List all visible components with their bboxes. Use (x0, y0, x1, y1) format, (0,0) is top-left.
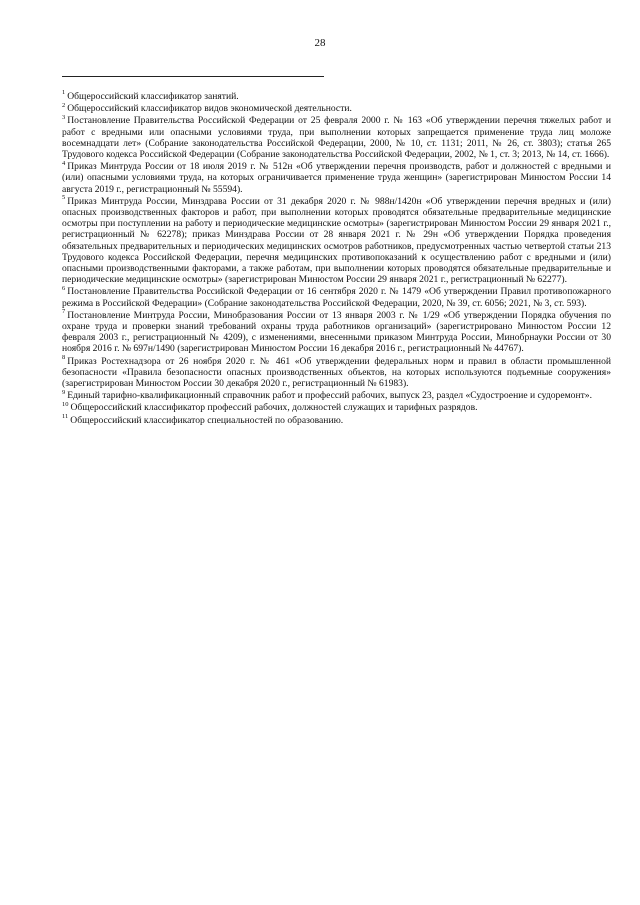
footnote-mark: 9 (62, 388, 66, 396)
footnote-6 (62, 286, 611, 308)
footnote-text: Приказ Минтруда России от 18 июля 2019 г. № 512н «Об утверждении перечня производств, работ и должностей с вредными и (или) опасными условиями труда, на которых ограничивается применение труда женщин» (зарегистрирован Минюстом России 14 августа 2019 г., регистрационный № 55594). (62, 161, 611, 195)
footnote-mark: 1 (62, 89, 66, 97)
footnote-text: Общероссийский классификатор занятий. (67, 91, 239, 102)
footnote-4 (62, 161, 611, 195)
footnote-10 (62, 402, 611, 413)
footnote-7 (62, 310, 611, 355)
footnote-text: Общероссийский классификатор профессий рабочих, должностей служащих и тарифных разрядов. (70, 402, 478, 414)
footnote-mark: 2 (62, 101, 66, 109)
footnote-8 (62, 353, 611, 390)
footnote-mark: 10 (62, 400, 69, 408)
footnote-11 (62, 415, 611, 426)
footnote-mark: 6 (62, 284, 66, 292)
footnote-text: Постановление Минтруда России, Минобразования России от 13 января 2003 г. № 1/29 «Об утверждении Порядка обучения по охране труда и проверки знаний требований охраны труда работников организаций» (зарегистрировано Минюстом России 12 февраля 2003 г., регистрационный № 4209), с изменениями, внесенными приказом Минтруда России, Минобрнауки России от 30 ноября 2016 г. № 697н/1490 (зарегистрирован Минюстом России 16 декабря 2016 г., регистрационный № 44767). (62, 309, 611, 355)
footnote-3 (62, 115, 611, 160)
footnote-text: Постановление Правительства Российской Федерации от 25 февраля 2000 г. № 163 «Об утверждении перечня тяжелых работ и работ с вредными или опасными условиями труда, при выполнении которых запрещается применение труда лиц моложе восемнадцати лет» (Собрание законодательства Российской Федерации, 2000, № 10, ст. 1131; 2011, № 26, ст. 3803); статья 265 Трудового кодекса Российской Федерации (Собрание законодательства Российской Федерации, 2002, № 1, ст. 3; 2013, № 14, ст. 1666). (62, 115, 611, 161)
footnote-5 (62, 196, 611, 286)
page-number: 28 (314, 37, 326, 49)
footnotes-list (62, 91, 611, 427)
footnote-text: Общероссийский классификатор видов экономической деятельности. (67, 103, 352, 115)
footnote-1 (62, 91, 611, 102)
footnote-mark: 5 (62, 194, 66, 202)
footnote-text: Общероссийский классификатор специальностей по образованию. (70, 414, 344, 426)
footnote-text: Приказ Ростехнадзора от 26 ноября 2020 г. № 461 «Об утверждении федеральных норм и правил в области промышленной безопасности «Правила безопасности опасных производственных объектов, на которых используются подъемные сооружения» (зарегистрирован Минюстом России 30 декабря 2020 г., регистрационный № 61983). (62, 355, 611, 390)
footnote-mark: 11 (62, 413, 69, 420)
footnote-mark: 3 (62, 113, 66, 121)
footnote-text: Постановление Правительства Российской Федерации от 16 сентября 2020 г. № 1479 «Об утверждении Правил противопожарного режима в Российской Федерации» (Собрание законодательства Российской Федерации, 2020, № 39, ст. 6056; 2021, № 3, ст. 593). (62, 286, 611, 309)
footnote-9 (62, 390, 611, 401)
footnote-mark: 7 (62, 308, 66, 316)
footnote-text: Приказ Минтруда России, Минздрава России от 31 декабря 2020 г. № 988н/1420н «Об утверждении перечня вредных и (или) опасных производственных факторов и работ, при выполнении которых проводятся обязательные предварительные медицинские осмотры при поступлении на работу и периодические медицинские осмотры» (зарегистрирован Минюстом России 29 января 2021 г., регистрационный № 62278); приказ Минздрава России от 28 января 2021 г. № 29н «Об утверждении Порядка проведения обязательных предварительных и периодических медицинских осмотров работников, предусмотренных частью четвертой статьи 213 Трудового кодекса Российской Федерации, перечня медицинских противопоказаний к осуществлению работ с вредными и (или) опасными производственными факторами, а также работам, при выполнении которых проводятся обязательные предварительные и периодические медицинские осмотры» (зарегистрирован Минюстом России 29 января 2021 г., регистрационный № 62277). (62, 195, 611, 286)
footnote-mark: 8 (62, 353, 66, 361)
footnote-text: Единый тарифно-квалификационный справочник работ и профессий рабочих, выпуск 23, раздел «Судостроение и судоремонт». (67, 390, 592, 402)
footnote-2 (62, 103, 611, 114)
footnote-separator (62, 76, 324, 77)
footnote-mark: 4 (62, 159, 66, 167)
